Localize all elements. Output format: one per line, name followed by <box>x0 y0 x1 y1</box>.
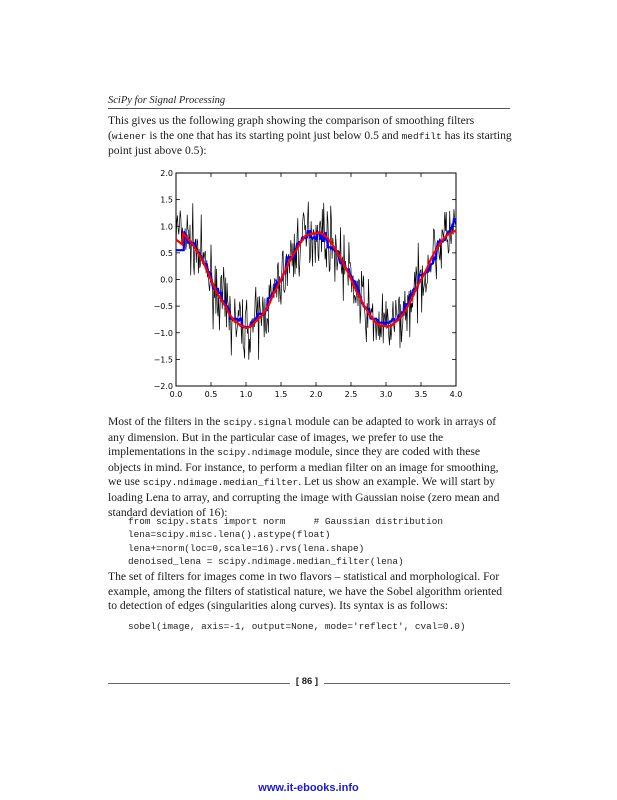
watermark-link[interactable]: www.it-ebooks.info <box>258 782 359 794</box>
text: This gives us the following graph showing the comparison of smoothing filters ( <box>108 114 475 142</box>
y-tick-label: −0.5 <box>153 302 173 312</box>
filter-flavors-paragraph: The set of filters for images come in two flavors – statistical and morphological. For example, among the filters of statistical nature, we have the Sobel algorithm oriented to detection of edges (singularities along curves). Its syntax is as follows: <box>108 570 503 613</box>
x-tick-label: 2.5 <box>344 390 358 399</box>
inline-code-wiener: wiener <box>111 130 147 142</box>
footer-rule-right <box>324 683 510 684</box>
y-tick-label: −2.0 <box>153 382 173 391</box>
text: module, since they are coded with these objects in mind. For instance, to perform a median filter on an image for smoothing, we use <box>108 445 499 489</box>
x-tick-label: 1.5 <box>274 390 288 399</box>
x-tick-label: 4.0 <box>449 390 463 399</box>
inline-code-scipy-ndimage: scipy.ndimage <box>217 447 292 459</box>
x-tick-label: 3.5 <box>414 390 428 399</box>
inline-code-scipy-signal: scipy.signal <box>223 417 293 428</box>
x-tick-label: 0.5 <box>204 390 218 399</box>
code-line: from scipy.stats import norm # Gaussian distribution <box>128 516 444 527</box>
code-block-sobel <box>128 620 466 633</box>
chart-svg <box>128 165 468 405</box>
code-line: lena+=norm(loc=0,scale=16).rvs(lena.shape) <box>128 542 365 554</box>
text: is the one that has its starting point just below 0.5 and <box>146 128 402 142</box>
code-line: sobel(image, axis=-1, output=None, mode='reflect', cval=0.0) <box>128 621 466 632</box>
header-rule <box>108 108 510 109</box>
code-block-lena <box>128 515 443 569</box>
x-tick-label: 2.0 <box>309 390 323 399</box>
y-tick-label: 2.0 <box>160 169 173 178</box>
footer-rule-left <box>108 683 290 684</box>
x-tick-label: 3.0 <box>379 390 393 399</box>
code-line: lena=scipy.misc.lena().astype(float) <box>128 529 331 541</box>
filters-paragraph <box>108 415 512 520</box>
smoothing-filter-chart <box>128 165 468 405</box>
text: module can be adapted to work in arrays of any dimension. But in the particular case of images, we prefer to use the implementations in the <box>108 415 497 459</box>
y-tick-label: −1.5 <box>153 355 173 365</box>
intro-paragraph <box>108 114 512 159</box>
y-tick-label: −1.0 <box>153 328 173 338</box>
text: has its starting point just above 0.5): <box>108 128 512 158</box>
x-tick-label: 1.0 <box>239 390 253 399</box>
inline-code-medfilt: medfilt <box>401 130 442 142</box>
page-number: [ 86 ] <box>295 676 319 687</box>
plot-frame <box>176 173 456 386</box>
text: Most of the filters in the <box>108 415 224 428</box>
code-line: denoised_lena = scipy.ndimage.median_filter(lena) <box>128 556 404 568</box>
y-tick-label: 1.5 <box>160 195 173 205</box>
text: . Let us show an example. We will start by loading Lena to array, and corrupting the image with Gaussian noise (zero mean and standard deviation of 16): <box>108 475 500 519</box>
y-tick-label: 1.0 <box>160 222 173 232</box>
y-tick-label: 0.5 <box>160 248 173 258</box>
x-tick-label: 0.0 <box>169 390 183 399</box>
inline-code-median-filter: scipy.ndimage.median_filter <box>142 477 299 489</box>
running-head: SciPy for Signal Processing <box>108 95 226 106</box>
y-tick-label: 0.0 <box>160 275 173 285</box>
